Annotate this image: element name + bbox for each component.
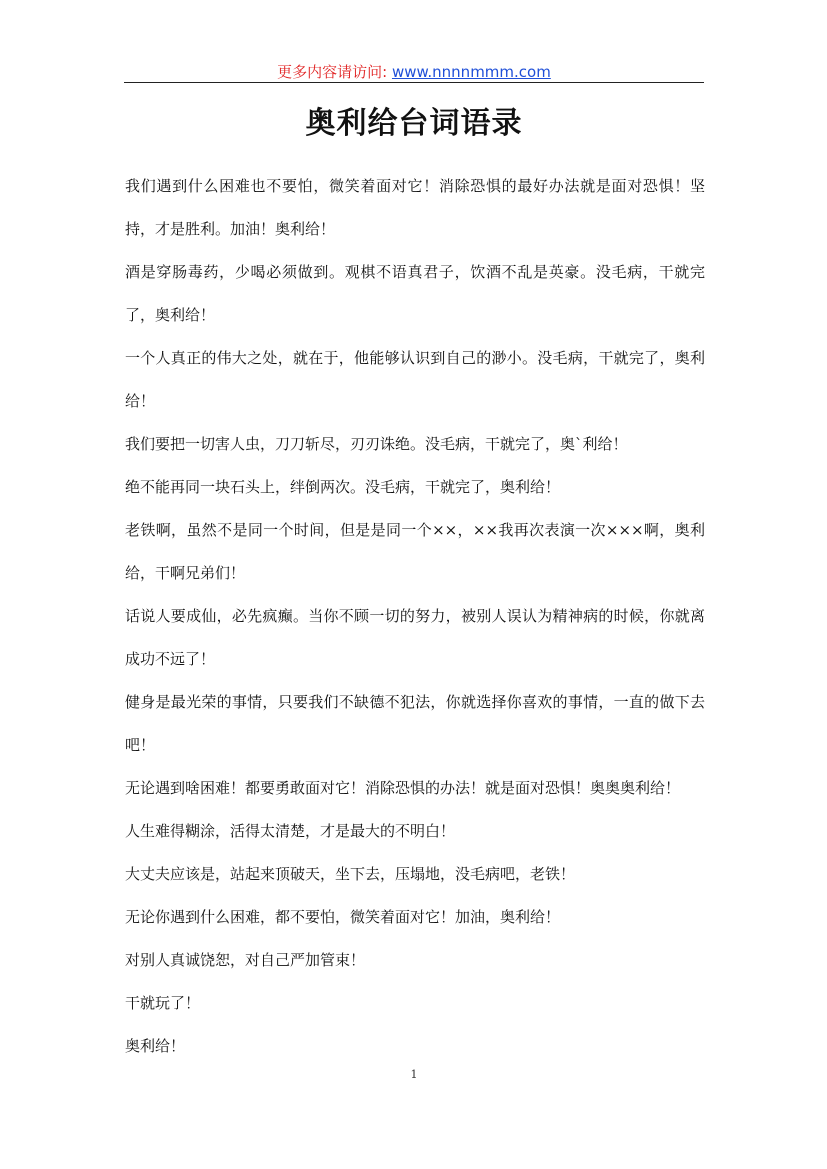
paragraph: 无论遇到啥困难！都要勇敢面对它！消除恐惧的办法！就是面对恐惧！奥奥奥利给！ — [125, 779, 681, 797]
document-title: 奥利给台词语录 — [305, 106, 523, 141]
paragraph: 老铁啊，虽然不是同一个时间，但是是同一个××，××我再次表演一次×××啊，奥利给，干啊兄弟们！ — [125, 521, 705, 582]
paragraph: 绝不能再同一块石头上，绊倒两次。没毛病，干就完了，奥利给！ — [125, 478, 561, 496]
header-prefix: 更多内容请访问: — [277, 63, 392, 81]
document-body — [125, 165, 705, 1068]
paragraph: 奥利给！ — [125, 1037, 186, 1055]
paragraph: 我们遇到什么困难也不要怕，微笑着面对它！消除恐惧的最好办法就是面对恐惧！坚持，才是胜利。加油！奥利给！ — [125, 177, 705, 238]
page-header — [124, 60, 704, 84]
paragraph: 对别人真诚饶恕，对自己严加管束！ — [125, 951, 366, 969]
paragraph: 酒是穿肠毒药，少喝必须做到。观棋不语真君子，饮酒不乱是英豪。没毛病，干就完了，奥利给！ — [125, 263, 705, 324]
paragraph: 人生难得糊涂，活得太清楚，才是最大的不明白！ — [125, 822, 456, 840]
paragraph: 话说人要成仙，必先疯癫。当你不顾一切的努力，被别人误认为精神病的时候，你就离成功不远了！ — [125, 607, 705, 668]
paragraph: 大丈夫应该是，站起来顶破天，坐下去，压塌地，没毛病吧，老铁！ — [125, 865, 576, 883]
paragraph: 我们要把一切害人虫，刀刀斩尽，刃刃诛绝。没毛病，干就完了，奥`利给！ — [125, 435, 628, 453]
paragraph: 健身是最光荣的事情，只要我们不缺德不犯法，你就选择你喜欢的事情，一直的做下去吧！ — [125, 693, 705, 754]
header-link[interactable]: www.nnnnmmm.com — [391, 63, 551, 81]
paragraph: 无论你遇到什么困难，都不要怕，微笑着面对它！加油，奥利给！ — [125, 908, 561, 926]
page-number: 1 — [410, 1068, 418, 1081]
paragraph: 干就玩了！ — [125, 994, 201, 1012]
paragraph: 一个人真正的伟大之处，就在于，他能够认识到自己的渺小。没毛病，干就完了，奥利给！ — [125, 349, 705, 410]
header-divider — [124, 82, 704, 83]
